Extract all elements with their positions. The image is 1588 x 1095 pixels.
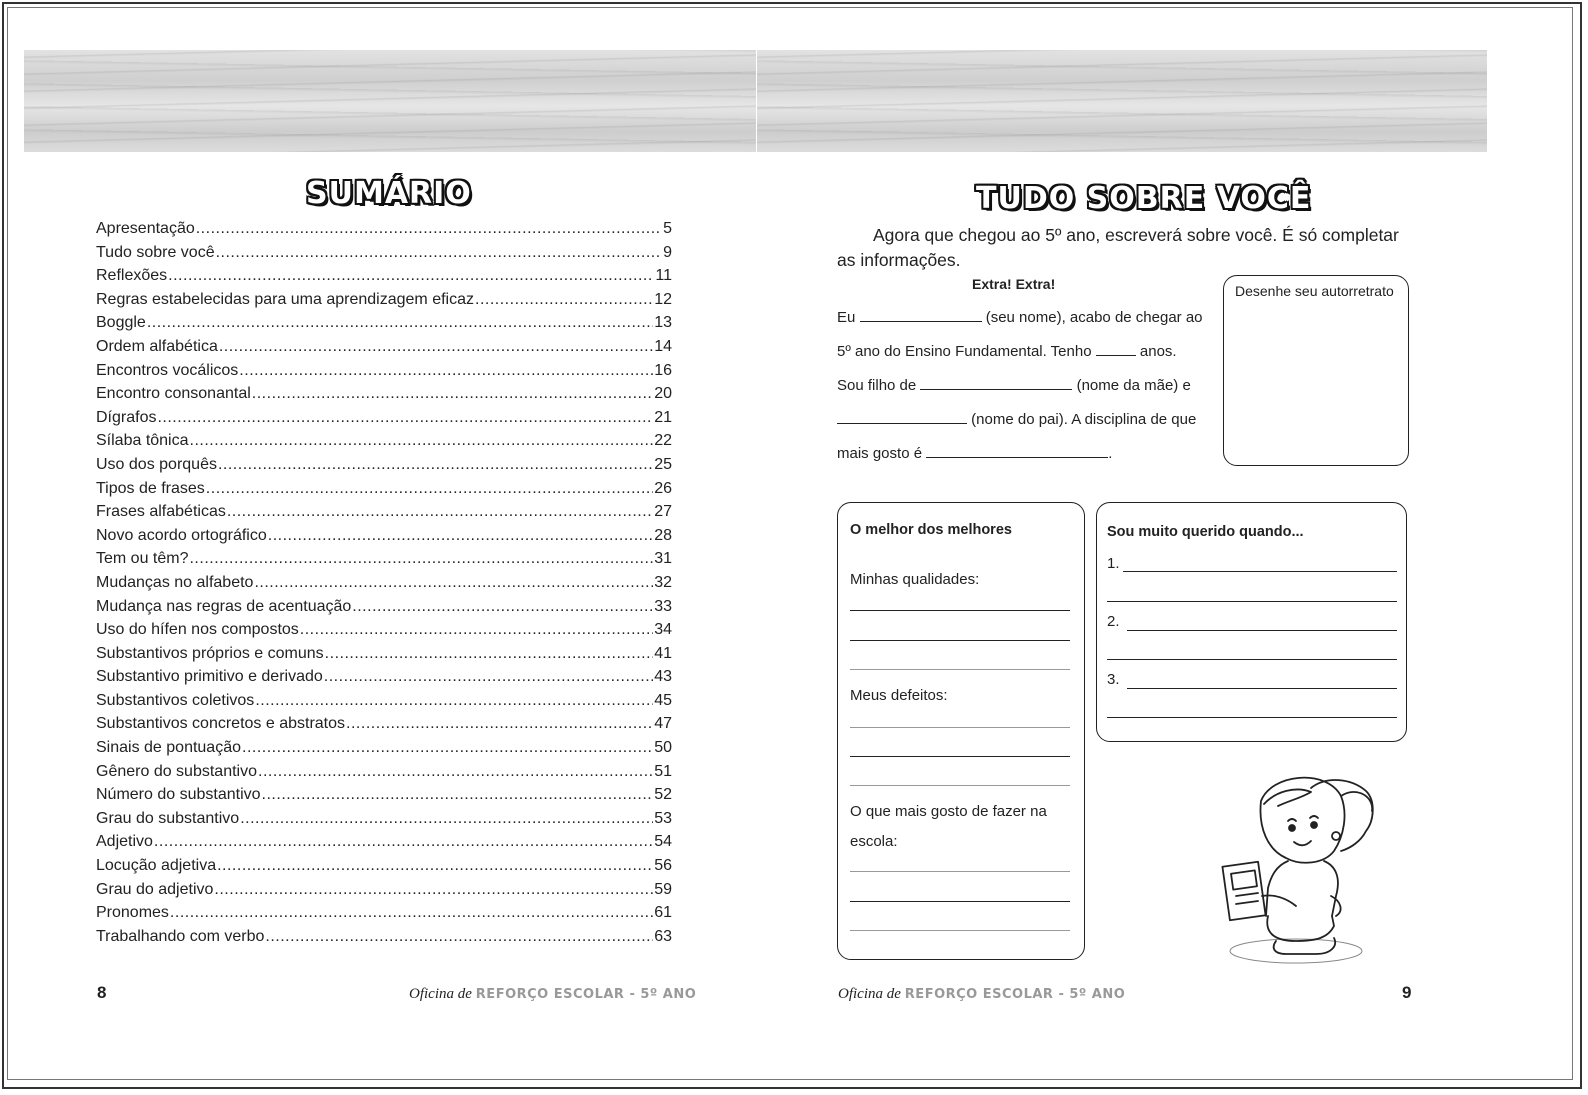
loved-when-box [1096, 502, 1407, 742]
toc-entry[interactable] [96, 760, 672, 784]
toc-entry-label: Novo acordo ortográfico [96, 526, 267, 544]
toc-leader-dots [262, 783, 654, 807]
toc-entry[interactable] [96, 453, 672, 477]
qualities-line[interactable] [850, 669, 1070, 670]
age-blank[interactable] [1096, 354, 1136, 356]
loved-box-title: Sou muito querido quando... [1107, 524, 1304, 540]
toc-entry-page: 53 [654, 809, 672, 827]
toc-leader-dots [219, 335, 653, 359]
toc-entry[interactable] [96, 618, 672, 642]
toc-leader-dots [206, 477, 653, 501]
toc-leader-dots [157, 406, 653, 430]
toc-entry-page: 16 [654, 361, 672, 379]
toc-entry-page: 28 [654, 526, 672, 544]
toc-entry[interactable] [96, 288, 672, 312]
toc-leader-dots [258, 760, 653, 784]
toc-entry-page: 45 [654, 691, 672, 709]
toc-entry-label: Pronomes [96, 904, 169, 922]
toc-leader-dots [254, 571, 653, 595]
toc-entry[interactable] [96, 901, 672, 925]
toc-entry[interactable] [96, 878, 672, 902]
toc-entry-label: Gênero do substantivo [96, 762, 257, 780]
toc-entry-page: 50 [654, 739, 672, 757]
favorite-subject-blank[interactable] [926, 456, 1108, 458]
toc-entry-label: Número do substantivo [96, 786, 261, 804]
toc-entry-page: 26 [654, 479, 672, 497]
toc-leader-dots [325, 642, 654, 666]
footer-series-label: Oficina de [409, 986, 472, 1002]
toc-leader-dots [147, 311, 653, 335]
toc-entry-label: Trabalhando com verbo [96, 927, 265, 945]
fill-text: Eu [837, 309, 856, 326]
loved-line[interactable] [1107, 717, 1397, 718]
toc-entry-label: Uso do hífen nos compostos [96, 621, 299, 639]
toc-entry[interactable] [96, 642, 672, 666]
toc-entry[interactable] [96, 783, 672, 807]
self-portrait-box[interactable] [1223, 275, 1409, 466]
intro-text: Agora que chegou ao 5º ano, escreverá sobre você. É só completar as informações. [837, 225, 1399, 270]
favorite-activity-label-2: escola: [850, 833, 898, 850]
toc-entry-label: Grau do adjetivo [96, 880, 214, 898]
toc-leader-dots [242, 736, 653, 760]
toc-entry-page: 41 [654, 644, 672, 662]
toc-entry-label: Tem ou têm? [96, 550, 189, 568]
intro-paragraph [837, 223, 1417, 273]
toc-leader-dots [189, 547, 653, 571]
loved-item-number: 1. [1107, 555, 1120, 572]
toc-entry[interactable] [96, 264, 672, 288]
footer-left [409, 985, 696, 1003]
toc-entry[interactable] [96, 595, 672, 619]
toc-entry-label: Encontro consonantal [96, 385, 251, 403]
toc-leader-dots [154, 830, 653, 854]
best-box-title: O melhor dos melhores [850, 522, 1012, 538]
toc-entry[interactable] [96, 241, 672, 265]
favorite-line[interactable] [850, 930, 1070, 931]
toc-title: SUMÁRIO [306, 176, 472, 211]
qualities-line[interactable] [850, 640, 1070, 641]
toc-entry-page: 13 [654, 314, 672, 332]
toc-entry-page: 52 [654, 786, 672, 804]
toc-entry-page: 9 [663, 243, 672, 261]
loved-item-number: 3. [1107, 671, 1120, 688]
favorite-line[interactable] [850, 871, 1070, 872]
toc-leader-dots [240, 807, 653, 831]
toc-entry-page: 14 [654, 337, 672, 355]
toc-entry[interactable] [96, 736, 672, 760]
toc-entry-page: 59 [654, 880, 672, 898]
fill-line-4 [837, 411, 1196, 428]
table-of-contents [96, 217, 672, 948]
toc-leader-dots [300, 618, 653, 642]
toc-entry-label: Tipos de frases [96, 479, 205, 497]
mother-name-blank[interactable] [920, 388, 1072, 390]
qualities-line[interactable] [850, 610, 1070, 611]
toc-entry-page: 20 [654, 385, 672, 403]
loved-line[interactable] [1127, 630, 1397, 631]
toc-entry[interactable] [96, 665, 672, 689]
toc-entry-label: Sinais de pontuação [96, 739, 241, 757]
toc-entry[interactable] [96, 477, 672, 501]
fill-line-5 [837, 445, 1112, 462]
toc-entry[interactable] [96, 689, 672, 713]
fill-text: mais gosto é [837, 445, 923, 462]
defects-line[interactable] [850, 785, 1070, 786]
toc-leader-dots [346, 712, 653, 736]
toc-entry-label: Apresentação [96, 220, 195, 237]
about-you-title: TUDO SOBRE VOCÊ [976, 181, 1312, 216]
self-portrait-label: Desenhe seu autorretrato [1235, 283, 1394, 299]
loved-line[interactable] [1107, 601, 1397, 602]
toc-entry[interactable] [96, 217, 672, 241]
toc-entry[interactable] [96, 500, 672, 524]
toc-entry-page: 33 [654, 597, 672, 615]
toc-entry-page: 27 [654, 503, 672, 521]
toc-leader-dots [168, 264, 654, 288]
toc-entry-page: 5 [663, 220, 672, 237]
loved-line[interactable] [1107, 659, 1397, 660]
loved-item-number: 2. [1107, 613, 1120, 630]
fill-line-3 [837, 377, 1191, 394]
page-number-left: 8 [97, 983, 107, 1002]
footer-series-title: REFORÇO ESCOLAR - 5º ANO [904, 987, 1126, 1002]
fill-text: 5º ano do Ensino Fundamental. Tenho [837, 343, 1092, 360]
toc-entry-label: Reflexões [96, 267, 168, 285]
toc-leader-dots [252, 382, 653, 406]
toc-entry-label: Adjetivo [96, 833, 153, 851]
toc-leader-dots [170, 901, 653, 925]
toc-entry-page: 47 [654, 715, 672, 733]
fill-text: (seu nome), acabo de chegar ao [985, 309, 1203, 326]
toc-entry[interactable] [96, 382, 672, 406]
extra-heading: Extra! Extra! [972, 276, 1056, 292]
fill-text: (nome da mãe) e [1076, 377, 1191, 394]
toc-entry[interactable] [96, 547, 672, 571]
toc-entry-label: Boggle [96, 314, 146, 332]
toc-entry[interactable] [96, 571, 672, 595]
toc-leader-dots [265, 925, 653, 949]
toc-entry-label: Grau do substantivo [96, 809, 240, 827]
fill-line-2 [837, 343, 1177, 360]
toc-entry[interactable] [96, 335, 672, 359]
loved-line[interactable] [1123, 571, 1397, 572]
toc-leader-dots [268, 524, 653, 548]
toc-entry-page: 43 [654, 668, 672, 686]
toc-entry[interactable] [96, 359, 672, 383]
toc-leader-dots [190, 429, 654, 453]
toc-entry-label: Sílaba tônica [96, 432, 189, 450]
toc-entry-label: Substantivos coletivos [96, 691, 255, 709]
toc-entry[interactable] [96, 807, 672, 831]
toc-leader-dots [352, 595, 653, 619]
toc-entry-page: 63 [654, 927, 672, 945]
fill-line-1 [837, 309, 1203, 326]
toc-entry-label: Mudanças no alfabeto [96, 573, 254, 591]
girl-reading-illustration [1216, 766, 1386, 972]
favorite-line[interactable] [850, 901, 1070, 902]
toc-entry[interactable] [96, 830, 672, 854]
toc-entry-page: 25 [654, 455, 672, 473]
name-blank[interactable] [860, 320, 982, 322]
toc-leader-dots [324, 665, 653, 689]
qualities-label: Minhas qualidades: [850, 571, 980, 588]
toc-entry-page: 12 [654, 290, 672, 308]
toc-leader-dots [214, 878, 653, 902]
toc-entry-page: 51 [654, 762, 672, 780]
favorite-activity-label: O que mais gosto de fazer na [850, 803, 1047, 820]
toc-entry-label: Substantivos próprios e comuns [96, 644, 324, 662]
toc-entry-page: 21 [654, 408, 672, 426]
footer-series-title: REFORÇO ESCOLAR - 5º ANO [475, 987, 697, 1002]
best-of-the-best-box [837, 502, 1085, 960]
toc-entry-label: Frases alfabéticas [96, 503, 226, 521]
toc-entry[interactable] [96, 311, 672, 335]
toc-entry-page: 56 [654, 857, 672, 875]
toc-leader-dots [227, 500, 653, 524]
toc-entry-label: Substantivos concretos e abstratos [96, 715, 346, 733]
toc-entry-label: Regras estabelecidas para uma aprendizagem eficaz [96, 290, 474, 308]
toc-leader-dots [196, 217, 662, 241]
toc-entry[interactable] [96, 524, 672, 548]
defects-label: Meus defeitos: [850, 687, 948, 704]
toc-entry[interactable] [96, 406, 672, 430]
toc-entry-label: Locução adjetiva [96, 857, 217, 875]
toc-entry-label: Encontros vocálicos [96, 361, 239, 379]
toc-leader-dots [217, 854, 653, 878]
toc-leader-dots [255, 689, 653, 713]
toc-entry-label: Uso dos porquês [96, 455, 217, 473]
toc-leader-dots [239, 359, 653, 383]
toc-entry-label: Substantivo primitivo e derivado [96, 668, 323, 686]
toc-entry[interactable] [96, 925, 672, 949]
toc-entry-page: 61 [654, 904, 672, 922]
toc-entry-page: 31 [654, 550, 672, 568]
toc-leader-dots [216, 241, 663, 265]
toc-entry-label: Ordem alfabética [96, 337, 218, 355]
father-name-blank[interactable] [837, 422, 967, 424]
footer-series-label: Oficina de [838, 986, 901, 1002]
toc-entry[interactable] [96, 712, 672, 736]
fill-text: Sou filho de [837, 377, 917, 394]
toc-entry-label: Dígrafos [96, 408, 157, 426]
toc-entry-label: Tudo sobre você [96, 243, 215, 261]
toc-entry[interactable] [96, 854, 672, 878]
page-number-right: 9 [1402, 983, 1412, 1002]
wood-header-right [757, 50, 1487, 152]
fill-text: (nome do pai). A disciplina de que [971, 411, 1197, 428]
defects-line[interactable] [850, 727, 1070, 728]
fill-text: anos. [1139, 343, 1177, 360]
toc-entry-page: 32 [654, 573, 672, 591]
toc-entry-page: 34 [654, 621, 672, 639]
defects-line[interactable] [850, 756, 1070, 757]
fill-text: . [1108, 445, 1113, 462]
toc-entry-page: 11 [655, 267, 672, 285]
toc-leader-dots [475, 288, 653, 312]
toc-entry[interactable] [96, 429, 672, 453]
wood-header-left [24, 50, 756, 152]
toc-entry-label: Mudança nas regras de acentuação [96, 597, 352, 615]
loved-line[interactable] [1127, 688, 1397, 689]
toc-leader-dots [218, 453, 653, 477]
toc-entry-page: 22 [654, 432, 672, 450]
toc-entry-page: 54 [654, 833, 672, 851]
footer-right [838, 985, 1125, 1003]
